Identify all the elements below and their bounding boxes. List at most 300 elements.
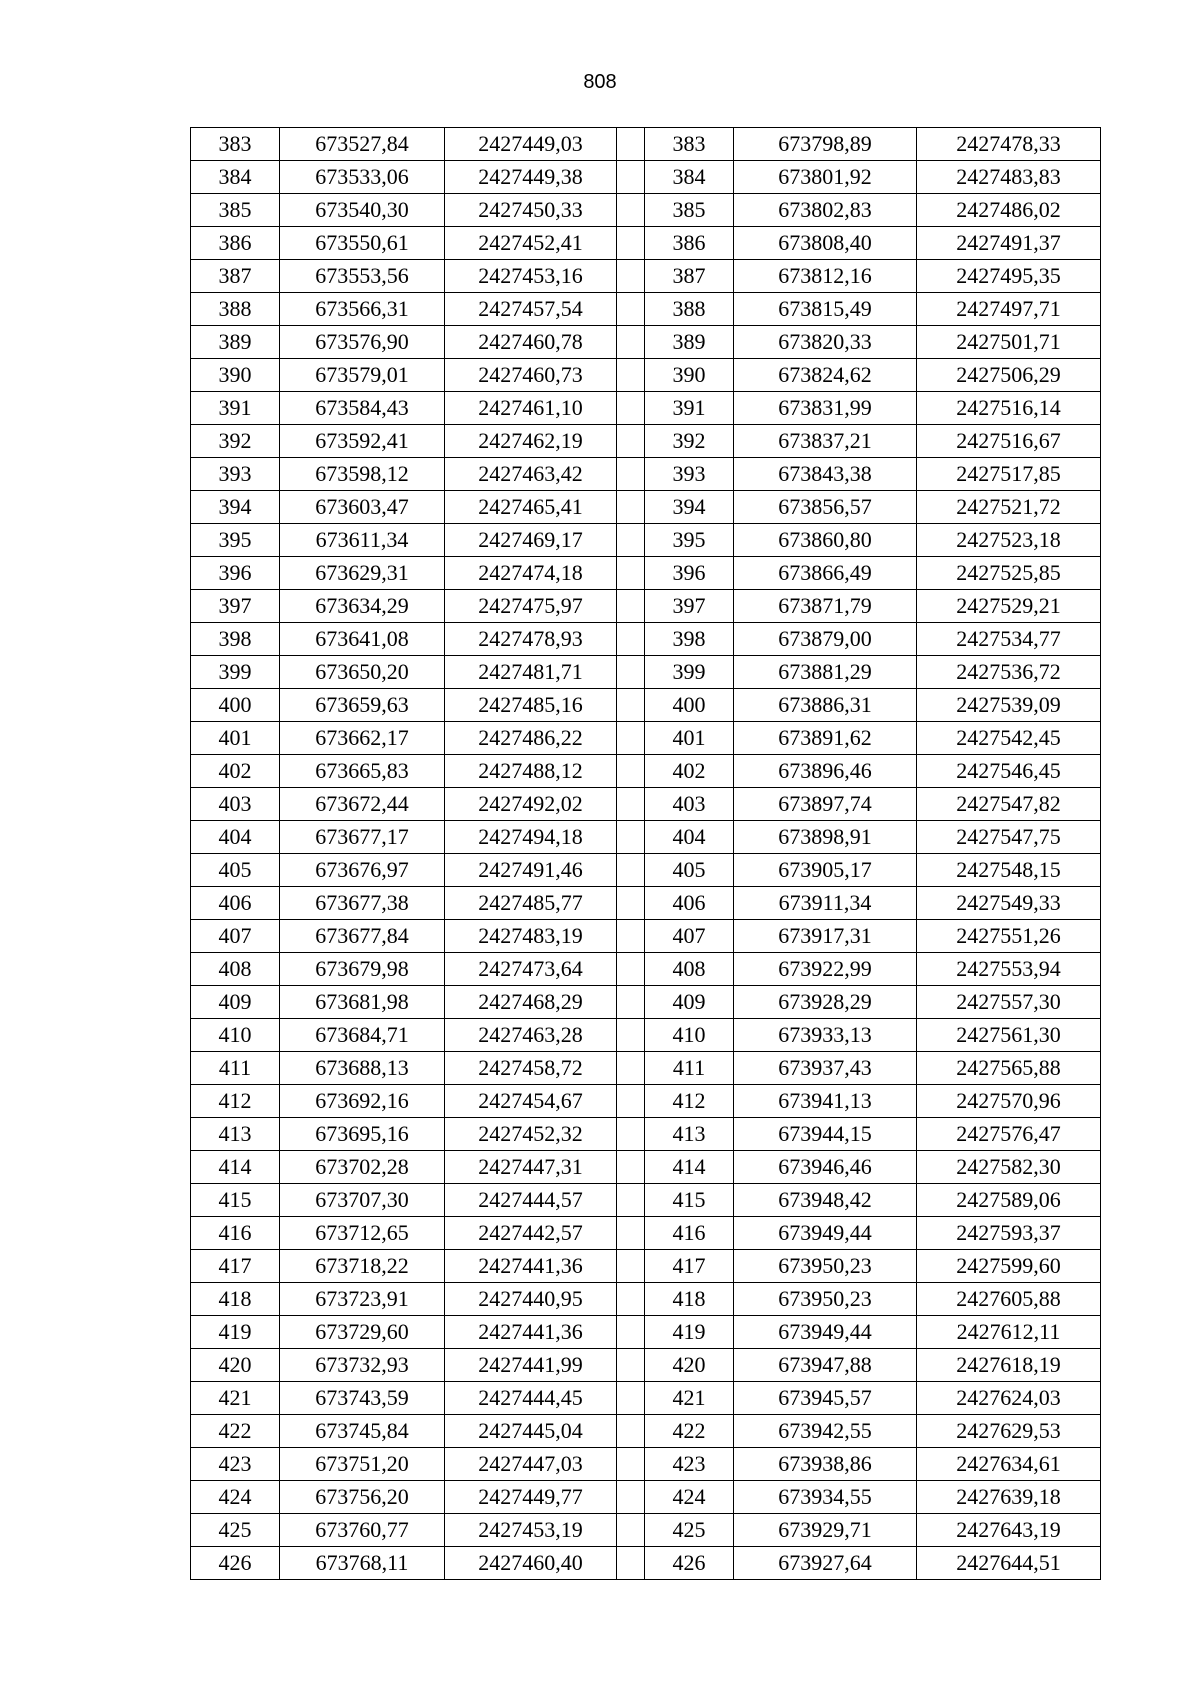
spacer-cell [617,722,645,755]
table-row [191,293,1101,326]
table-row [191,1250,1101,1283]
right-x-coordinate-cell: 673949,44 [734,1217,917,1250]
left-point-number-cell: 421 [191,1382,280,1415]
left-y-coordinate-cell: 2427465,41 [445,491,617,524]
left-point-number-cell: 410 [191,1019,280,1052]
left-y-coordinate-cell: 2427469,17 [445,524,617,557]
left-y-coordinate-cell: 2427449,38 [445,161,617,194]
left-point-number-cell: 412 [191,1085,280,1118]
left-y-coordinate-cell: 2427447,31 [445,1151,617,1184]
left-point-number-cell: 394 [191,491,280,524]
left-y-coordinate-cell: 2427486,22 [445,722,617,755]
spacer-cell [617,260,645,293]
left-x-coordinate-cell: 673723,91 [280,1283,445,1316]
left-x-coordinate-cell: 673756,20 [280,1481,445,1514]
left-x-coordinate-cell: 673768,11 [280,1547,445,1580]
right-y-coordinate-cell: 2427486,02 [917,194,1101,227]
left-point-number-cell: 408 [191,953,280,986]
left-y-coordinate-cell: 2427440,95 [445,1283,617,1316]
right-point-number-cell: 422 [645,1415,734,1448]
right-point-number-cell: 389 [645,326,734,359]
left-y-coordinate-cell: 2427457,54 [445,293,617,326]
right-y-coordinate-cell: 2427521,72 [917,491,1101,524]
table-row [191,1085,1101,1118]
right-point-number-cell: 424 [645,1481,734,1514]
right-point-number-cell: 403 [645,788,734,821]
left-x-coordinate-cell: 673677,38 [280,887,445,920]
table-row [191,1019,1101,1052]
left-x-coordinate-cell: 673743,59 [280,1382,445,1415]
right-y-coordinate-cell: 2427551,26 [917,920,1101,953]
right-x-coordinate-cell: 673886,31 [734,689,917,722]
right-point-number-cell: 414 [645,1151,734,1184]
right-y-coordinate-cell: 2427536,72 [917,656,1101,689]
right-x-coordinate-cell: 673946,46 [734,1151,917,1184]
right-point-number-cell: 393 [645,458,734,491]
left-point-number-cell: 396 [191,557,280,590]
right-x-coordinate-cell: 673948,42 [734,1184,917,1217]
left-y-coordinate-cell: 2427458,72 [445,1052,617,1085]
right-x-coordinate-cell: 673929,71 [734,1514,917,1547]
left-y-coordinate-cell: 2427442,57 [445,1217,617,1250]
left-point-number-cell: 399 [191,656,280,689]
right-y-coordinate-cell: 2427561,30 [917,1019,1101,1052]
table-row [191,260,1101,293]
right-x-coordinate-cell: 673831,99 [734,392,917,425]
right-point-number-cell: 407 [645,920,734,953]
table-row [191,425,1101,458]
spacer-cell [617,1382,645,1415]
left-x-coordinate-cell: 673745,84 [280,1415,445,1448]
left-y-coordinate-cell: 2427494,18 [445,821,617,854]
right-point-number-cell: 413 [645,1118,734,1151]
table-row [191,1184,1101,1217]
spacer-cell [617,1019,645,1052]
right-point-number-cell: 391 [645,392,734,425]
left-x-coordinate-cell: 673732,93 [280,1349,445,1382]
left-y-coordinate-cell: 2427453,19 [445,1514,617,1547]
right-y-coordinate-cell: 2427478,33 [917,128,1101,161]
right-x-coordinate-cell: 673891,62 [734,722,917,755]
spacer-cell [617,359,645,392]
right-y-coordinate-cell: 2427570,96 [917,1085,1101,1118]
left-point-number-cell: 386 [191,227,280,260]
right-y-coordinate-cell: 2427548,15 [917,854,1101,887]
left-x-coordinate-cell: 673695,16 [280,1118,445,1151]
right-y-coordinate-cell: 2427639,18 [917,1481,1101,1514]
left-y-coordinate-cell: 2427468,29 [445,986,617,1019]
right-point-number-cell: 395 [645,524,734,557]
spacer-cell [617,326,645,359]
right-x-coordinate-cell: 673898,91 [734,821,917,854]
left-point-number-cell: 390 [191,359,280,392]
spacer-cell [617,1316,645,1349]
spacer-cell [617,755,645,788]
right-y-coordinate-cell: 2427483,83 [917,161,1101,194]
left-x-coordinate-cell: 673712,65 [280,1217,445,1250]
right-x-coordinate-cell: 673947,88 [734,1349,917,1382]
right-y-coordinate-cell: 2427495,35 [917,260,1101,293]
left-x-coordinate-cell: 673679,98 [280,953,445,986]
table-row [191,1481,1101,1514]
table-row [191,590,1101,623]
left-x-coordinate-cell: 673650,20 [280,656,445,689]
right-y-coordinate-cell: 2427523,18 [917,524,1101,557]
spacer-cell [617,590,645,623]
left-y-coordinate-cell: 2427461,10 [445,392,617,425]
left-point-number-cell: 419 [191,1316,280,1349]
spacer-cell [617,1250,645,1283]
left-x-coordinate-cell: 673677,84 [280,920,445,953]
left-x-coordinate-cell: 673692,16 [280,1085,445,1118]
right-x-coordinate-cell: 673879,00 [734,623,917,656]
right-point-number-cell: 426 [645,1547,734,1580]
right-x-coordinate-cell: 673897,74 [734,788,917,821]
right-y-coordinate-cell: 2427501,71 [917,326,1101,359]
spacer-cell [617,1217,645,1250]
spacer-cell [617,392,645,425]
left-x-coordinate-cell: 673662,17 [280,722,445,755]
right-point-number-cell: 384 [645,161,734,194]
table-row [191,194,1101,227]
left-x-coordinate-cell: 673677,17 [280,821,445,854]
left-y-coordinate-cell: 2427462,19 [445,425,617,458]
left-y-coordinate-cell: 2427454,67 [445,1085,617,1118]
left-y-coordinate-cell: 2427473,64 [445,953,617,986]
left-x-coordinate-cell: 673665,83 [280,755,445,788]
spacer-cell [617,425,645,458]
right-x-coordinate-cell: 673933,13 [734,1019,917,1052]
right-y-coordinate-cell: 2427539,09 [917,689,1101,722]
left-x-coordinate-cell: 673550,61 [280,227,445,260]
left-x-coordinate-cell: 673611,34 [280,524,445,557]
left-point-number-cell: 383 [191,128,280,161]
table-row [191,722,1101,755]
right-point-number-cell: 398 [645,623,734,656]
right-point-number-cell: 394 [645,491,734,524]
spacer-cell [617,458,645,491]
right-point-number-cell: 415 [645,1184,734,1217]
left-point-number-cell: 388 [191,293,280,326]
right-x-coordinate-cell: 673934,55 [734,1481,917,1514]
right-x-coordinate-cell: 673950,23 [734,1283,917,1316]
right-y-coordinate-cell: 2427589,06 [917,1184,1101,1217]
left-x-coordinate-cell: 673598,12 [280,458,445,491]
table-row [191,1118,1101,1151]
table-row [191,1349,1101,1382]
left-y-coordinate-cell: 2427483,19 [445,920,617,953]
table-row [191,458,1101,491]
spacer-cell [617,920,645,953]
spacer-cell [617,227,645,260]
left-point-number-cell: 405 [191,854,280,887]
table-row [191,1514,1101,1547]
left-y-coordinate-cell: 2427460,78 [445,326,617,359]
right-point-number-cell: 386 [645,227,734,260]
spacer-cell [617,1151,645,1184]
right-point-number-cell: 411 [645,1052,734,1085]
table-row [191,1547,1101,1580]
left-x-coordinate-cell: 673641,08 [280,623,445,656]
right-point-number-cell: 388 [645,293,734,326]
right-x-coordinate-cell: 673843,38 [734,458,917,491]
left-x-coordinate-cell: 673684,71 [280,1019,445,1052]
spacer-cell [617,1481,645,1514]
table-row [191,326,1101,359]
left-y-coordinate-cell: 2427474,18 [445,557,617,590]
left-y-coordinate-cell: 2427475,97 [445,590,617,623]
right-point-number-cell: 400 [645,689,734,722]
right-y-coordinate-cell: 2427599,60 [917,1250,1101,1283]
right-x-coordinate-cell: 673950,23 [734,1250,917,1283]
right-x-coordinate-cell: 673815,49 [734,293,917,326]
left-x-coordinate-cell: 673718,22 [280,1250,445,1283]
left-x-coordinate-cell: 673553,56 [280,260,445,293]
right-point-number-cell: 420 [645,1349,734,1382]
spacer-cell [617,656,645,689]
right-x-coordinate-cell: 673945,57 [734,1382,917,1415]
right-y-coordinate-cell: 2427582,30 [917,1151,1101,1184]
right-x-coordinate-cell: 673837,21 [734,425,917,458]
right-y-coordinate-cell: 2427529,21 [917,590,1101,623]
right-y-coordinate-cell: 2427506,29 [917,359,1101,392]
spacer-cell [617,1415,645,1448]
left-point-number-cell: 385 [191,194,280,227]
left-point-number-cell: 423 [191,1448,280,1481]
left-y-coordinate-cell: 2427485,77 [445,887,617,920]
table-row [191,1448,1101,1481]
table-row [191,1151,1101,1184]
table-row [191,491,1101,524]
spacer-cell [617,128,645,161]
right-point-number-cell: 383 [645,128,734,161]
right-x-coordinate-cell: 673812,16 [734,260,917,293]
left-point-number-cell: 425 [191,1514,280,1547]
table-row [191,986,1101,1019]
right-y-coordinate-cell: 2427549,33 [917,887,1101,920]
right-point-number-cell: 412 [645,1085,734,1118]
right-x-coordinate-cell: 673808,40 [734,227,917,260]
left-x-coordinate-cell: 673707,30 [280,1184,445,1217]
spacer-cell [617,293,645,326]
left-point-number-cell: 411 [191,1052,280,1085]
left-x-coordinate-cell: 673688,13 [280,1052,445,1085]
right-x-coordinate-cell: 673801,92 [734,161,917,194]
right-y-coordinate-cell: 2427525,85 [917,557,1101,590]
right-point-number-cell: 405 [645,854,734,887]
table-row [191,821,1101,854]
left-y-coordinate-cell: 2427449,77 [445,1481,617,1514]
left-point-number-cell: 401 [191,722,280,755]
right-point-number-cell: 397 [645,590,734,623]
table-row [191,689,1101,722]
left-x-coordinate-cell: 673672,44 [280,788,445,821]
spacer-cell [617,1184,645,1217]
table-row [191,1283,1101,1316]
coordinates-table-body [191,128,1101,1580]
spacer-cell [617,854,645,887]
table-row [191,920,1101,953]
table-row [191,656,1101,689]
table-row [191,887,1101,920]
left-x-coordinate-cell: 673634,29 [280,590,445,623]
right-point-number-cell: 417 [645,1250,734,1283]
left-point-number-cell: 416 [191,1217,280,1250]
right-point-number-cell: 423 [645,1448,734,1481]
left-x-coordinate-cell: 673629,31 [280,557,445,590]
left-point-number-cell: 392 [191,425,280,458]
left-x-coordinate-cell: 673702,28 [280,1151,445,1184]
left-y-coordinate-cell: 2427444,57 [445,1184,617,1217]
right-x-coordinate-cell: 673911,34 [734,887,917,920]
right-point-number-cell: 408 [645,953,734,986]
table-row [191,161,1101,194]
left-x-coordinate-cell: 673603,47 [280,491,445,524]
left-point-number-cell: 403 [191,788,280,821]
right-x-coordinate-cell: 673860,80 [734,524,917,557]
spacer-cell [617,788,645,821]
left-point-number-cell: 413 [191,1118,280,1151]
right-y-coordinate-cell: 2427547,82 [917,788,1101,821]
right-y-coordinate-cell: 2427546,45 [917,755,1101,788]
table-row [191,1316,1101,1349]
left-point-number-cell: 398 [191,623,280,656]
right-y-coordinate-cell: 2427565,88 [917,1052,1101,1085]
right-x-coordinate-cell: 673820,33 [734,326,917,359]
left-point-number-cell: 384 [191,161,280,194]
left-x-coordinate-cell: 673579,01 [280,359,445,392]
right-point-number-cell: 404 [645,821,734,854]
spacer-cell [617,1514,645,1547]
left-y-coordinate-cell: 2427441,36 [445,1250,617,1283]
left-point-number-cell: 426 [191,1547,280,1580]
table-row [191,524,1101,557]
right-y-coordinate-cell: 2427605,88 [917,1283,1101,1316]
right-y-coordinate-cell: 2427644,51 [917,1547,1101,1580]
right-x-coordinate-cell: 673938,86 [734,1448,917,1481]
left-y-coordinate-cell: 2427492,02 [445,788,617,821]
left-x-coordinate-cell: 673760,77 [280,1514,445,1547]
left-point-number-cell: 415 [191,1184,280,1217]
right-point-number-cell: 418 [645,1283,734,1316]
spacer-cell [617,1547,645,1580]
spacer-cell [617,953,645,986]
left-x-coordinate-cell: 673566,31 [280,293,445,326]
left-x-coordinate-cell: 673576,90 [280,326,445,359]
left-y-coordinate-cell: 2427460,40 [445,1547,617,1580]
left-point-number-cell: 406 [191,887,280,920]
table-row [191,953,1101,986]
right-y-coordinate-cell: 2427618,19 [917,1349,1101,1382]
left-y-coordinate-cell: 2427452,41 [445,227,617,260]
right-x-coordinate-cell: 673905,17 [734,854,917,887]
left-y-coordinate-cell: 2427485,16 [445,689,617,722]
left-y-coordinate-cell: 2427444,45 [445,1382,617,1415]
right-y-coordinate-cell: 2427542,45 [917,722,1101,755]
right-x-coordinate-cell: 673927,64 [734,1547,917,1580]
right-x-coordinate-cell: 673798,89 [734,128,917,161]
left-x-coordinate-cell: 673681,98 [280,986,445,1019]
table-row [191,1382,1101,1415]
left-x-coordinate-cell: 673592,41 [280,425,445,458]
left-x-coordinate-cell: 673584,43 [280,392,445,425]
left-x-coordinate-cell: 673659,63 [280,689,445,722]
right-point-number-cell: 416 [645,1217,734,1250]
right-x-coordinate-cell: 673928,29 [734,986,917,1019]
table-row [191,128,1101,161]
left-y-coordinate-cell: 2427452,32 [445,1118,617,1151]
right-point-number-cell: 385 [645,194,734,227]
spacer-cell [617,1085,645,1118]
right-y-coordinate-cell: 2427553,94 [917,953,1101,986]
spacer-cell [617,161,645,194]
left-point-number-cell: 418 [191,1283,280,1316]
right-y-coordinate-cell: 2427576,47 [917,1118,1101,1151]
table-row [191,854,1101,887]
spacer-cell [617,557,645,590]
right-point-number-cell: 421 [645,1382,734,1415]
right-x-coordinate-cell: 673896,46 [734,755,917,788]
left-y-coordinate-cell: 2427460,73 [445,359,617,392]
left-point-number-cell: 391 [191,392,280,425]
left-y-coordinate-cell: 2427463,42 [445,458,617,491]
right-point-number-cell: 399 [645,656,734,689]
spacer-cell [617,1118,645,1151]
right-point-number-cell: 401 [645,722,734,755]
left-point-number-cell: 414 [191,1151,280,1184]
table-row [191,557,1101,590]
table-row [191,623,1101,656]
right-y-coordinate-cell: 2427593,37 [917,1217,1101,1250]
right-x-coordinate-cell: 673917,31 [734,920,917,953]
spacer-cell [617,986,645,1019]
left-x-coordinate-cell: 673540,30 [280,194,445,227]
left-point-number-cell: 393 [191,458,280,491]
table-row [191,788,1101,821]
right-point-number-cell: 406 [645,887,734,920]
right-y-coordinate-cell: 2427629,53 [917,1415,1101,1448]
right-x-coordinate-cell: 673944,15 [734,1118,917,1151]
left-y-coordinate-cell: 2427447,03 [445,1448,617,1481]
left-x-coordinate-cell: 673729,60 [280,1316,445,1349]
table-row [191,1415,1101,1448]
right-x-coordinate-cell: 673937,43 [734,1052,917,1085]
left-y-coordinate-cell: 2427441,36 [445,1316,617,1349]
right-y-coordinate-cell: 2427624,03 [917,1382,1101,1415]
left-y-coordinate-cell: 2427491,46 [445,854,617,887]
table-row [191,392,1101,425]
right-x-coordinate-cell: 673949,44 [734,1316,917,1349]
spacer-cell [617,194,645,227]
left-y-coordinate-cell: 2427450,33 [445,194,617,227]
right-y-coordinate-cell: 2427516,14 [917,392,1101,425]
right-x-coordinate-cell: 673871,79 [734,590,917,623]
left-point-number-cell: 404 [191,821,280,854]
left-y-coordinate-cell: 2427478,93 [445,623,617,656]
left-x-coordinate-cell: 673751,20 [280,1448,445,1481]
right-y-coordinate-cell: 2427516,67 [917,425,1101,458]
right-point-number-cell: 425 [645,1514,734,1547]
page-number: 808 [583,71,617,93]
spacer-cell [617,1349,645,1382]
left-point-number-cell: 424 [191,1481,280,1514]
right-point-number-cell: 409 [645,986,734,1019]
table-row [191,359,1101,392]
spacer-cell [617,1052,645,1085]
spacer-cell [617,524,645,557]
right-y-coordinate-cell: 2427557,30 [917,986,1101,1019]
table-row [191,227,1101,260]
